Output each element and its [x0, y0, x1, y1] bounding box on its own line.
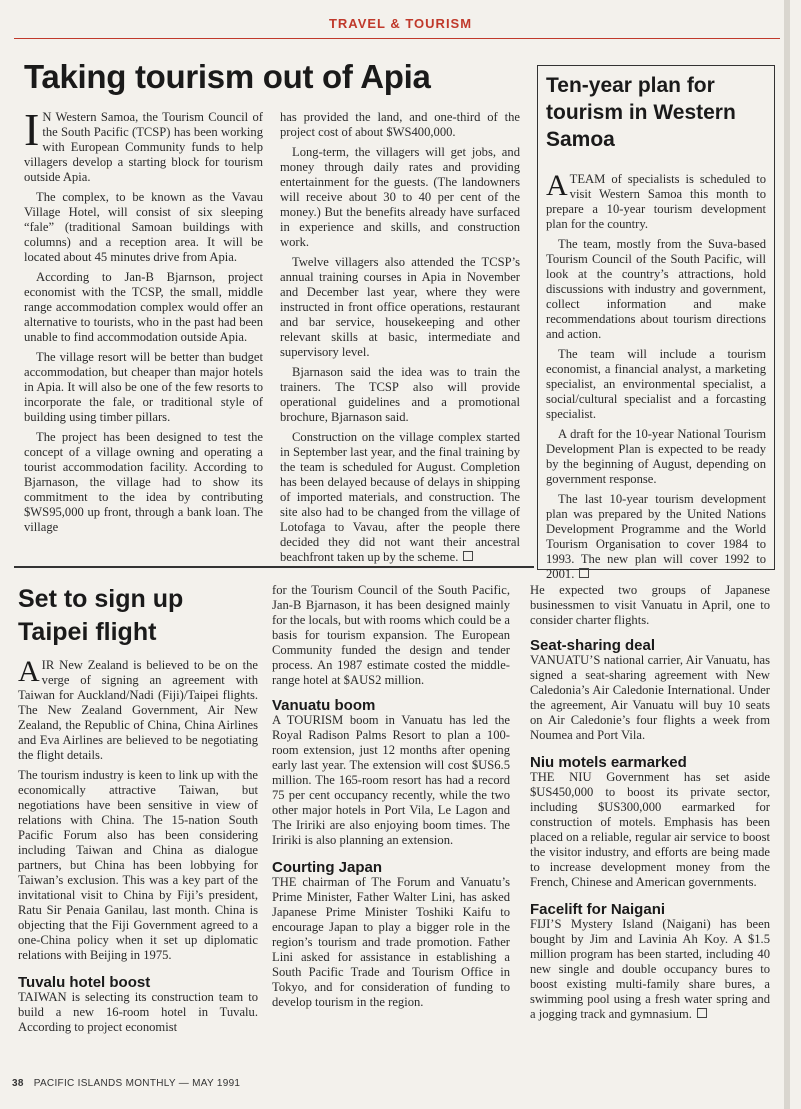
section-divider	[14, 566, 534, 568]
sidebar-paragraph: The team, mostly from the Suva-based Tourism Council of the South Pacific, will look at the country’s attractions, hold discussions with industry and government, collect information and make recommendations about tourism directions and action.	[546, 237, 766, 341]
taipei-body	[18, 655, 258, 1040]
vanuatu-headline: Vanuatu boom	[272, 697, 376, 714]
dropcap: A	[18, 655, 40, 688]
niu-headline: Niu motels earmarked	[530, 754, 687, 771]
dropcap: A	[546, 169, 568, 202]
end-mark-icon	[463, 551, 473, 561]
seat-headline: Seat-sharing deal	[530, 637, 656, 654]
page-number: 38	[12, 1078, 24, 1089]
naigani-headline: Facelift for Naigani	[530, 901, 666, 918]
main-paragraph: Long-term, the villagers will get jobs, and money through daily rates and providing entertainment for the guests. (The landowners will receive about 30 to 40 per cent of the money.) But the benefits already have surfaced in experience and skills, and construction work.	[280, 145, 520, 249]
main-article-col2	[280, 110, 520, 570]
naigani-paragraph: FIJI’S Mystery Island (Naigani) has been bought by Jim and Lavinia Ah Koy. A $1.5 million program has been started, including 40 new single and double occupancy bures to boost existing multi-family share bures, a swimming pool using a fresh water spring and a jogging track and gymnasium.	[530, 917, 770, 1021]
taipei-paragraph: AIR New Zealand is believed to be on the verge of signing an agreement with Taiwan for Auckland/Nadi (Fiji)/Taipei flights. The New Zealand Government, Air New Zealand, the Republic of China, China Airlines and Eva Airlines are believed to be negotiating the flight details.	[18, 655, 258, 762]
japan-headline: Courting Japan	[272, 859, 383, 876]
page-footer	[12, 1078, 240, 1089]
publication-line: PACIFIC ISLANDS MONTHLY — MAY 1991	[33, 1078, 241, 1089]
main-paragraph: According to Jan-B Bjarnson, project economist with the TCSP, the small, middle range accommodation complex would offer an alternative to tourists, who in the past had been unable to find accommodation outside Apia.	[24, 270, 263, 344]
tuvalu-paragraph: for the Tourism Council of the South Pacific, Jan-B Bjarnason, it has been designed mainly for the locals, but with rooms which could be a basis for tourism expansion. The European Community funded the design and tender process. An 1987 estimate costed the middle-range hotel at $AUS2 million.	[272, 583, 510, 687]
top-rule	[14, 38, 780, 39]
tuvalu-paragraph: TAIWAN is selecting its construction team to build a new 16-room hotel in Tuvalu. According to project economist	[18, 990, 258, 1034]
sidebar-headline: Ten-year plan for tourism in Western Samoa	[546, 74, 736, 151]
main-paragraph: Construction on the village complex started in September last year, and the final training by the team is scheduled for August. Completion has been delayed because of delays in shipping of imported materials, and construction. The site also had to be changed from the village of Lotofaga to Vavau, after the people there decided they did not want their ancestral beachfront taken up by the scheme.	[280, 430, 520, 564]
end-mark-icon	[579, 568, 589, 578]
dropcap: I	[24, 104, 40, 155]
main-paragraph: The complex, to be known as the Vavau Village Hotel, will consist of six sleeping “fale” (traditional Samoan buildings with columns) and a reception area. It will be located about 45 minutes drive from Apia.	[24, 190, 263, 264]
main-article-col1	[24, 104, 263, 540]
end-mark-icon	[697, 1008, 707, 1018]
main-paragraph: Bjarnason said the idea was to train the trainers. The TCSP also will provide operational guidelines and a promotional brochure, Bjarnason said.	[280, 365, 520, 424]
main-paragraph: Twelve villagers also attended the TCSP’s annual training courses in Apia in November and December last year, where they were instructed in front office operations, restaurant and bar service, housekeeping and other relevant skills at basic, intermediate and supervisory level.	[280, 255, 520, 359]
sidebar-paragraph: ATEAM of specialists is scheduled to visit Western Samoa this month to prepare a 10-year tourism development plan for the country.	[546, 169, 766, 231]
seat-paragraph: VANUATU’S national carrier, Air Vanuatu, has signed a seat-sharing agreement with New Caledonia’s Air Caledonie International. Under the agreement, Air Vanuatu will buy 10 seats on Air Caledonie’s four flights a week from Noumea and Port Vila.	[530, 653, 770, 742]
main-paragraph: The village resort will be better than budget accommodation, but cheaper than major hotels in Apia. It will also be one of the few resorts to incorporate the fale, or traditional style of building using timber pillars.	[24, 350, 263, 424]
main-paragraph: has provided the land, and one-third of the project cost of about $WS400,000.	[280, 110, 520, 139]
sidebar-paragraph: The team will include a tourism economist, a financial analyst, a marketing specialist, an environmental specialist, a social/cultural specialist and a forcasting specialist.	[546, 347, 766, 421]
sidebar-body	[546, 169, 766, 587]
bottom-col3	[530, 583, 770, 1027]
bottom-col2	[272, 583, 510, 1015]
main-paragraph: I N Western Samoa, the Tourism Council of the South Pacific (TCSP) has been working with European Community funds to help villagers develop a starting block for tourism outside Apia.	[24, 104, 263, 184]
sidebar-paragraph: A draft for the 10-year National Tourism Development Plan is expected to be ready by the beginning of August, depending on government response.	[546, 427, 766, 486]
taipei-paragraph: The tourism industry is keen to link up with the economically attractive Taiwan, but negotiations have been sensitive in view of relations with China. The 15-nation South Pacific Forum also has been considering including Taiwan and China as dialogue partners, but China has been lobbying for Taiwan’s exclusion. This was a key part of the invitational visit to China by Fiji’s president, Ratu Sir Penaia Ganilau, last month. China is objecting that the Fiji Government agreed to a one-China policy when it set up diplomatic relations with Beijing in 1975.	[18, 768, 258, 962]
main-headline: Taking tourism out of Apia	[24, 58, 431, 95]
japan-paragraph: He expected two groups of Japanese businessmen to visit Vanuatu in April, one to consider charter flights.	[530, 583, 770, 627]
section-tag: TRAVEL & TOURISM	[328, 16, 473, 31]
sidebar-paragraph: The last 10-year tourism development plan was prepared by the United Nations Development Programme and the World Tourism Organisation to cover 1984 to 1993. The new plan will cover 1992 to 2001.	[546, 492, 766, 581]
taipei-headline: Set to sign up Taipei flight	[18, 585, 184, 646]
tuvalu-headline: Tuvalu hotel boost	[18, 974, 151, 991]
niu-paragraph: THE NIU Government has set aside $US450,000 to boost its private sector, including $US300,000 earmarked for construction of motels. Emphasis has been placed on a reliable, regular air service to boost the visitor industry, and efforts are being made to increase development money from the French, Chinese and American governments.	[530, 770, 770, 889]
vanuatu-paragraph: A TOURISM boom in Vanuatu has led the Royal Radison Palms Resort to plan a 100-room extension, just 12 months after opening early last year. The extension will cost $US6.5 million. The 165-room resort has had a record 75 per cent occupancy recently, while the two other major hotels in Port Vila, Le Lagon and The Iririki are also enjoying boom times. The Iririki is also planning an extension.	[272, 713, 510, 847]
page-edge-shadow	[784, 0, 790, 1109]
main-paragraph: The project has been designed to test the concept of a village owning and operating a tourist accommodation facility. According to Bjarnason, the village had to show its commitment to the idea by contributing $WS95,000 up front, through a bank loan. The village	[24, 430, 263, 534]
japan-paragraph: THE chairman of The Forum and Vanuatu’s Prime Minister, Father Walter Lini, has asked Japanese Prime Minister Toshiki Kaifu to encourage Japan to play a bigger role in the region’s tourism and trade promotion. Father Lini asked for assistance in establishing a South Pacific Trade and Tourism Office in Tokyo, and for consideration of funding to develop tourism in the region.	[272, 875, 510, 1009]
